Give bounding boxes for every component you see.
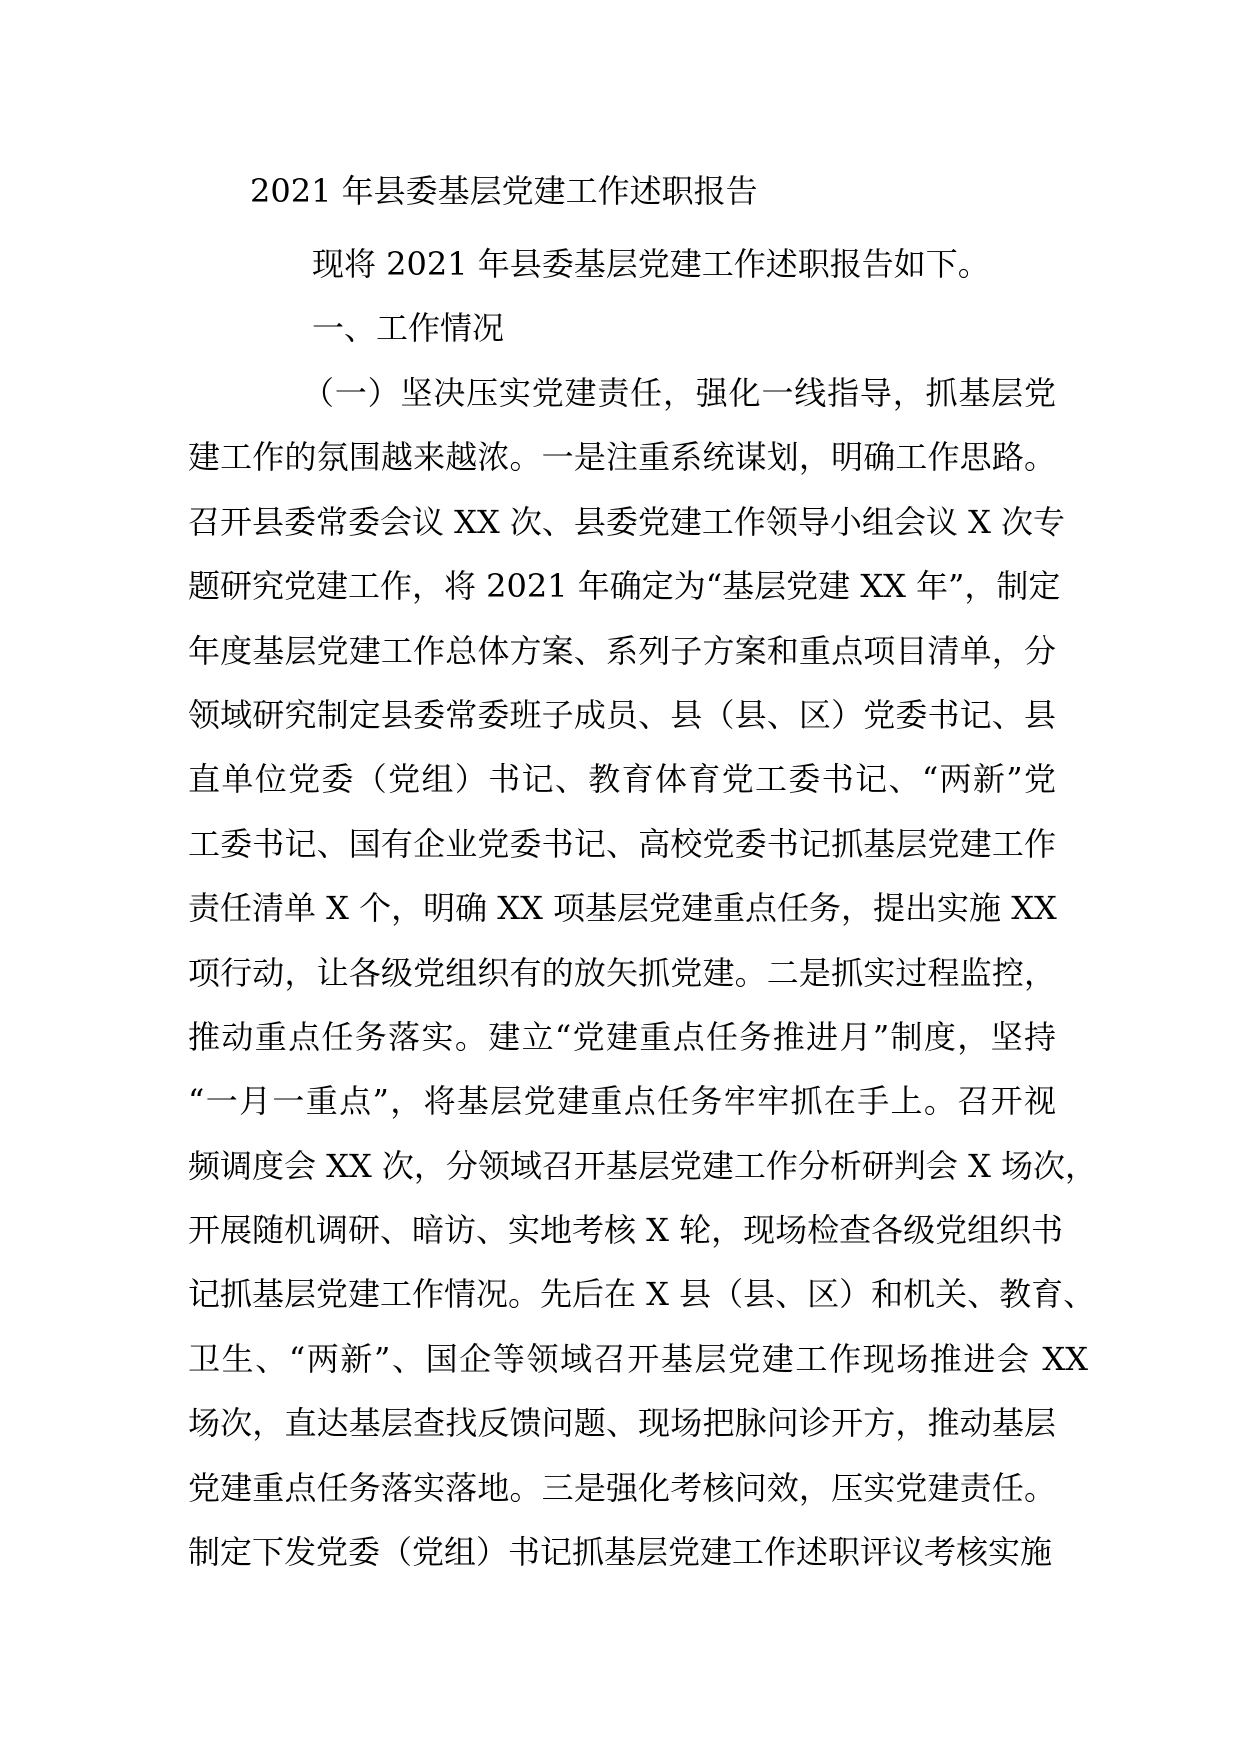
paragraph-line: 领域研究制定县委常委班子成员、县（县、区）党委书记、县 <box>188 695 1056 734</box>
paragraph-line: 推动重点任务落实。建立“党建重点任务推进月”制度，坚持 <box>188 1017 1056 1056</box>
paragraph-line: 记抓基层党建工作情况。先后在 X 县（县、区）和机关、教育、 <box>188 1275 1096 1314</box>
paragraph-line: “一月一重点”，将基层党建重点任务牢牢抓在手上。召开视 <box>188 1082 1056 1121</box>
paragraph-line: 责任清单 X 个，明确 XX 项基层党建重点任务，提出实施 XX <box>188 889 1057 928</box>
paragraph-line: 频调度会 XX 次，分领域召开基层党建工作分析研判会 X 场次， <box>188 1146 1098 1185</box>
paragraph-line: 工委书记、国有企业党委书记、高校党委书记抓基层党建工作 <box>188 824 1056 863</box>
section-heading: 一、工作情况 <box>312 309 505 347</box>
paragraph-line: 党建重点任务落实落地。三是强化考核问效，压实党建责任。 <box>188 1468 1056 1507</box>
paragraph-line: 项行动，让各级党组织有的放矢抓党建。二是抓实过程监控， <box>188 953 1056 992</box>
paragraph-line: 年度基层党建工作总体方案、系列子方案和重点项目清单，分 <box>188 631 1056 670</box>
intro-paragraph: 现将 2021 年县委基层党建工作述职报告如下。 <box>312 245 990 283</box>
body-paragraph <box>188 373 1098 1596</box>
paragraph-line: 场次，直达基层查找反馈问题、现场把脉问诊开方，推动基层 <box>188 1404 1056 1443</box>
paragraph-line: 卫生、“两新”、国企等领域召开基层党建工作现场推进会 XX <box>188 1339 1088 1378</box>
paragraph-line: 制定下发党委（党组）书记抓基层党建工作述职评议考核实施 <box>188 1533 1053 1572</box>
paragraph-line: 题研究党建工作，将 2021 年确定为“基层党建 XX 年”，制定 <box>188 567 1061 606</box>
document-title: 2021 年县委基层党建工作述职报告 <box>250 172 758 210</box>
paragraph-line: 建工作的氛围越来越浓。一是注重系统谋划，明确工作思路。 <box>188 438 1056 477</box>
paragraph-line: 召开县委常委会议 XX 次、县委党建工作领导小组会议 X 次专 <box>188 502 1066 541</box>
paragraph-line: （一）坚决压实党建责任，强化一线指导，抓基层党 <box>302 374 1056 412</box>
paragraph-line: 开展随机调研、暗访、实地考核 X 轮，现场检查各级党组织书 <box>188 1211 1064 1250</box>
paragraph-line: 直单位党委（党组）书记、教育体育党工委书记、“两新”党 <box>188 760 1056 799</box>
